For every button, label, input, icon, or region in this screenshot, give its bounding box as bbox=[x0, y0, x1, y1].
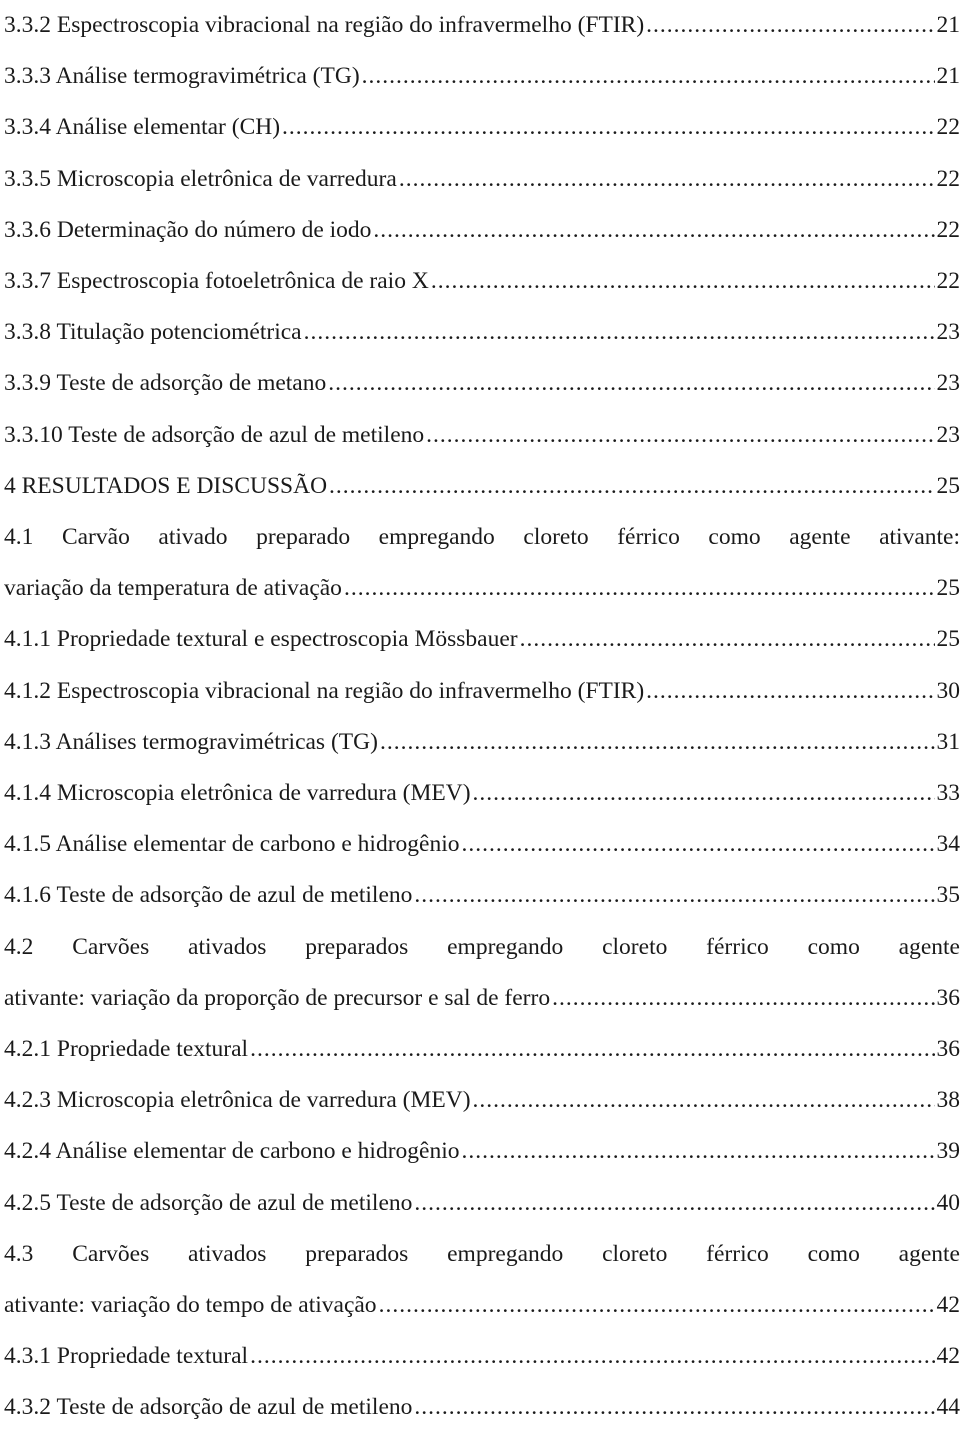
toc-entry[interactable] bbox=[4, 717, 960, 768]
toc-entry-title: 3.3.10 Teste de adsorção de azul de metileno bbox=[4, 410, 424, 461]
toc-dot-leader bbox=[329, 461, 934, 512]
toc-entry[interactable] bbox=[4, 461, 960, 512]
toc-dot-leader bbox=[414, 1178, 934, 1229]
toc-entry-title: 4 RESULTADOS E DISCUSSÃO bbox=[4, 461, 327, 512]
toc-page-number: 31 bbox=[937, 717, 960, 768]
toc-dot-leader bbox=[462, 819, 935, 870]
toc-page-number: 23 bbox=[937, 307, 960, 358]
toc-page-number: 36 bbox=[937, 1024, 960, 1075]
toc-entry-title: 4.1.5 Análise elementar de carbono e hidrogênio bbox=[4, 819, 460, 870]
toc-entry-title: 4.2.4 Análise elementar de carbono e hidrogênio bbox=[4, 1126, 460, 1177]
toc-dot-leader bbox=[426, 410, 934, 461]
toc-entry-title: variação da temperatura de ativação bbox=[4, 563, 342, 614]
toc-page-number: 39 bbox=[937, 1126, 960, 1177]
toc-dot-leader bbox=[473, 768, 935, 819]
toc-entry[interactable] bbox=[4, 102, 960, 153]
toc-entry[interactable] bbox=[4, 1126, 960, 1177]
toc-entry[interactable] bbox=[4, 1331, 960, 1382]
toc-entry[interactable] bbox=[4, 512, 960, 614]
toc-entry[interactable] bbox=[4, 154, 960, 205]
toc-dot-leader bbox=[344, 563, 935, 614]
toc-dot-leader bbox=[380, 717, 935, 768]
toc-page-number: 38 bbox=[937, 1075, 960, 1126]
toc-entry-title: 4.1.3 Análises termogravimétricas (TG) bbox=[4, 717, 378, 768]
toc-page-number: 22 bbox=[937, 256, 960, 307]
toc-entry-title: 4.1.4 Microscopia eletrônica de varredura (MEV) bbox=[4, 768, 471, 819]
toc-entry-title: 4.3.2 Teste de adsorção de azul de metileno bbox=[4, 1382, 412, 1433]
toc-page-number: 22 bbox=[937, 205, 960, 256]
toc-page-number: 36 bbox=[937, 973, 960, 1024]
toc-dot-leader bbox=[362, 51, 935, 102]
toc-entry[interactable] bbox=[4, 1229, 960, 1331]
toc-entry-title: ativante: variação do tempo de ativação bbox=[4, 1280, 377, 1331]
toc-page-number: 21 bbox=[937, 0, 960, 51]
toc-dot-leader bbox=[414, 870, 934, 921]
toc-dot-leader bbox=[399, 154, 935, 205]
toc-entry[interactable] bbox=[4, 0, 960, 51]
toc-entry[interactable] bbox=[4, 256, 960, 307]
toc-entry-title: 3.3.7 Espectroscopia fotoeletrônica de raio X bbox=[4, 256, 429, 307]
toc-entry-title: 3.3.2 Espectroscopia vibracional na região do infravermelho (FTIR) bbox=[4, 0, 644, 51]
toc-page-number: 22 bbox=[937, 154, 960, 205]
toc-entry[interactable] bbox=[4, 666, 960, 717]
toc-entry[interactable] bbox=[4, 819, 960, 870]
toc-entry[interactable] bbox=[4, 1075, 960, 1126]
toc-dot-leader bbox=[431, 256, 935, 307]
toc-entry[interactable] bbox=[4, 768, 960, 819]
toc-entry[interactable] bbox=[4, 358, 960, 409]
toc-entry-title: 4.3.1 Propriedade textural bbox=[4, 1331, 248, 1382]
toc-entry-title: 3.3.6 Determinação do número de iodo bbox=[4, 205, 371, 256]
toc-page-number: 25 bbox=[937, 563, 960, 614]
toc-page-number: 25 bbox=[937, 461, 960, 512]
toc-entry-title-line: 4.2 Carvões ativados preparados empregando cloreto férrico como agente bbox=[4, 922, 960, 973]
toc-page-number: 42 bbox=[937, 1331, 960, 1382]
toc-dot-leader bbox=[414, 1382, 934, 1433]
toc-entry-title-line: 4.3 Carvões ativados preparados empregando cloreto férrico como agente bbox=[4, 1229, 960, 1280]
toc-page-number: 44 bbox=[937, 1382, 960, 1433]
toc-entry-title: 4.2.5 Teste de adsorção de azul de metileno bbox=[4, 1178, 412, 1229]
toc-dot-leader bbox=[462, 1126, 935, 1177]
toc-entry[interactable] bbox=[4, 410, 960, 461]
toc-page-number: 23 bbox=[937, 410, 960, 461]
toc-entry-title: 3.3.4 Análise elementar (CH) bbox=[4, 102, 280, 153]
toc-entry-title-line: 4.1 Carvão ativado preparado empregando cloreto férrico como agente ativante: bbox=[4, 512, 960, 563]
toc-dot-leader bbox=[646, 0, 934, 51]
toc-page-number: 42 bbox=[937, 1280, 960, 1331]
toc-entry[interactable] bbox=[4, 614, 960, 665]
toc-entry-title: 4.2.1 Propriedade textural bbox=[4, 1024, 248, 1075]
toc-entry[interactable] bbox=[4, 1024, 960, 1075]
toc-dot-leader bbox=[646, 666, 934, 717]
toc-entry-title: 4.2.3 Microscopia eletrônica de varredura (MEV) bbox=[4, 1075, 471, 1126]
table-of-contents bbox=[4, 0, 960, 1434]
toc-dot-leader bbox=[304, 307, 935, 358]
toc-page-number: 40 bbox=[937, 1178, 960, 1229]
toc-dot-leader bbox=[379, 1280, 935, 1331]
toc-entry-title: 3.3.8 Titulação potenciométrica bbox=[4, 307, 302, 358]
toc-entry-title: 3.3.3 Análise termogravimétrica (TG) bbox=[4, 51, 360, 102]
toc-page-number: 23 bbox=[937, 358, 960, 409]
toc-dot-leader bbox=[282, 102, 934, 153]
toc-page-number: 33 bbox=[937, 768, 960, 819]
toc-page-number: 30 bbox=[937, 666, 960, 717]
toc-page-number: 25 bbox=[937, 614, 960, 665]
toc-entry[interactable] bbox=[4, 870, 960, 921]
toc-entry-title: 4.1.1 Propriedade textural e espectroscopia Mössbauer bbox=[4, 614, 518, 665]
toc-entry[interactable] bbox=[4, 1382, 960, 1433]
toc-page-number: 34 bbox=[937, 819, 960, 870]
toc-dot-leader bbox=[520, 614, 935, 665]
toc-entry-title: 4.1.2 Espectroscopia vibracional na região do infravermelho (FTIR) bbox=[4, 666, 644, 717]
toc-page-number: 22 bbox=[937, 102, 960, 153]
toc-entry-title: 3.3.5 Microscopia eletrônica de varredura bbox=[4, 154, 397, 205]
toc-entry-title: 4.1.6 Teste de adsorção de azul de metileno bbox=[4, 870, 412, 921]
toc-entry[interactable] bbox=[4, 922, 960, 1024]
toc-entry[interactable] bbox=[4, 205, 960, 256]
toc-page-number: 35 bbox=[937, 870, 960, 921]
toc-entry[interactable] bbox=[4, 307, 960, 358]
toc-dot-leader bbox=[328, 358, 934, 409]
toc-dot-leader bbox=[373, 205, 934, 256]
toc-entry-title: 3.3.9 Teste de adsorção de metano bbox=[4, 358, 326, 409]
toc-page-number: 21 bbox=[937, 51, 960, 102]
toc-dot-leader bbox=[552, 973, 934, 1024]
toc-entry[interactable] bbox=[4, 51, 960, 102]
toc-dot-leader bbox=[250, 1331, 934, 1382]
toc-entry-title: ativante: variação da proporção de precursor e sal de ferro bbox=[4, 973, 550, 1024]
toc-dot-leader bbox=[473, 1075, 935, 1126]
toc-entry[interactable] bbox=[4, 1178, 960, 1229]
toc-dot-leader bbox=[250, 1024, 934, 1075]
